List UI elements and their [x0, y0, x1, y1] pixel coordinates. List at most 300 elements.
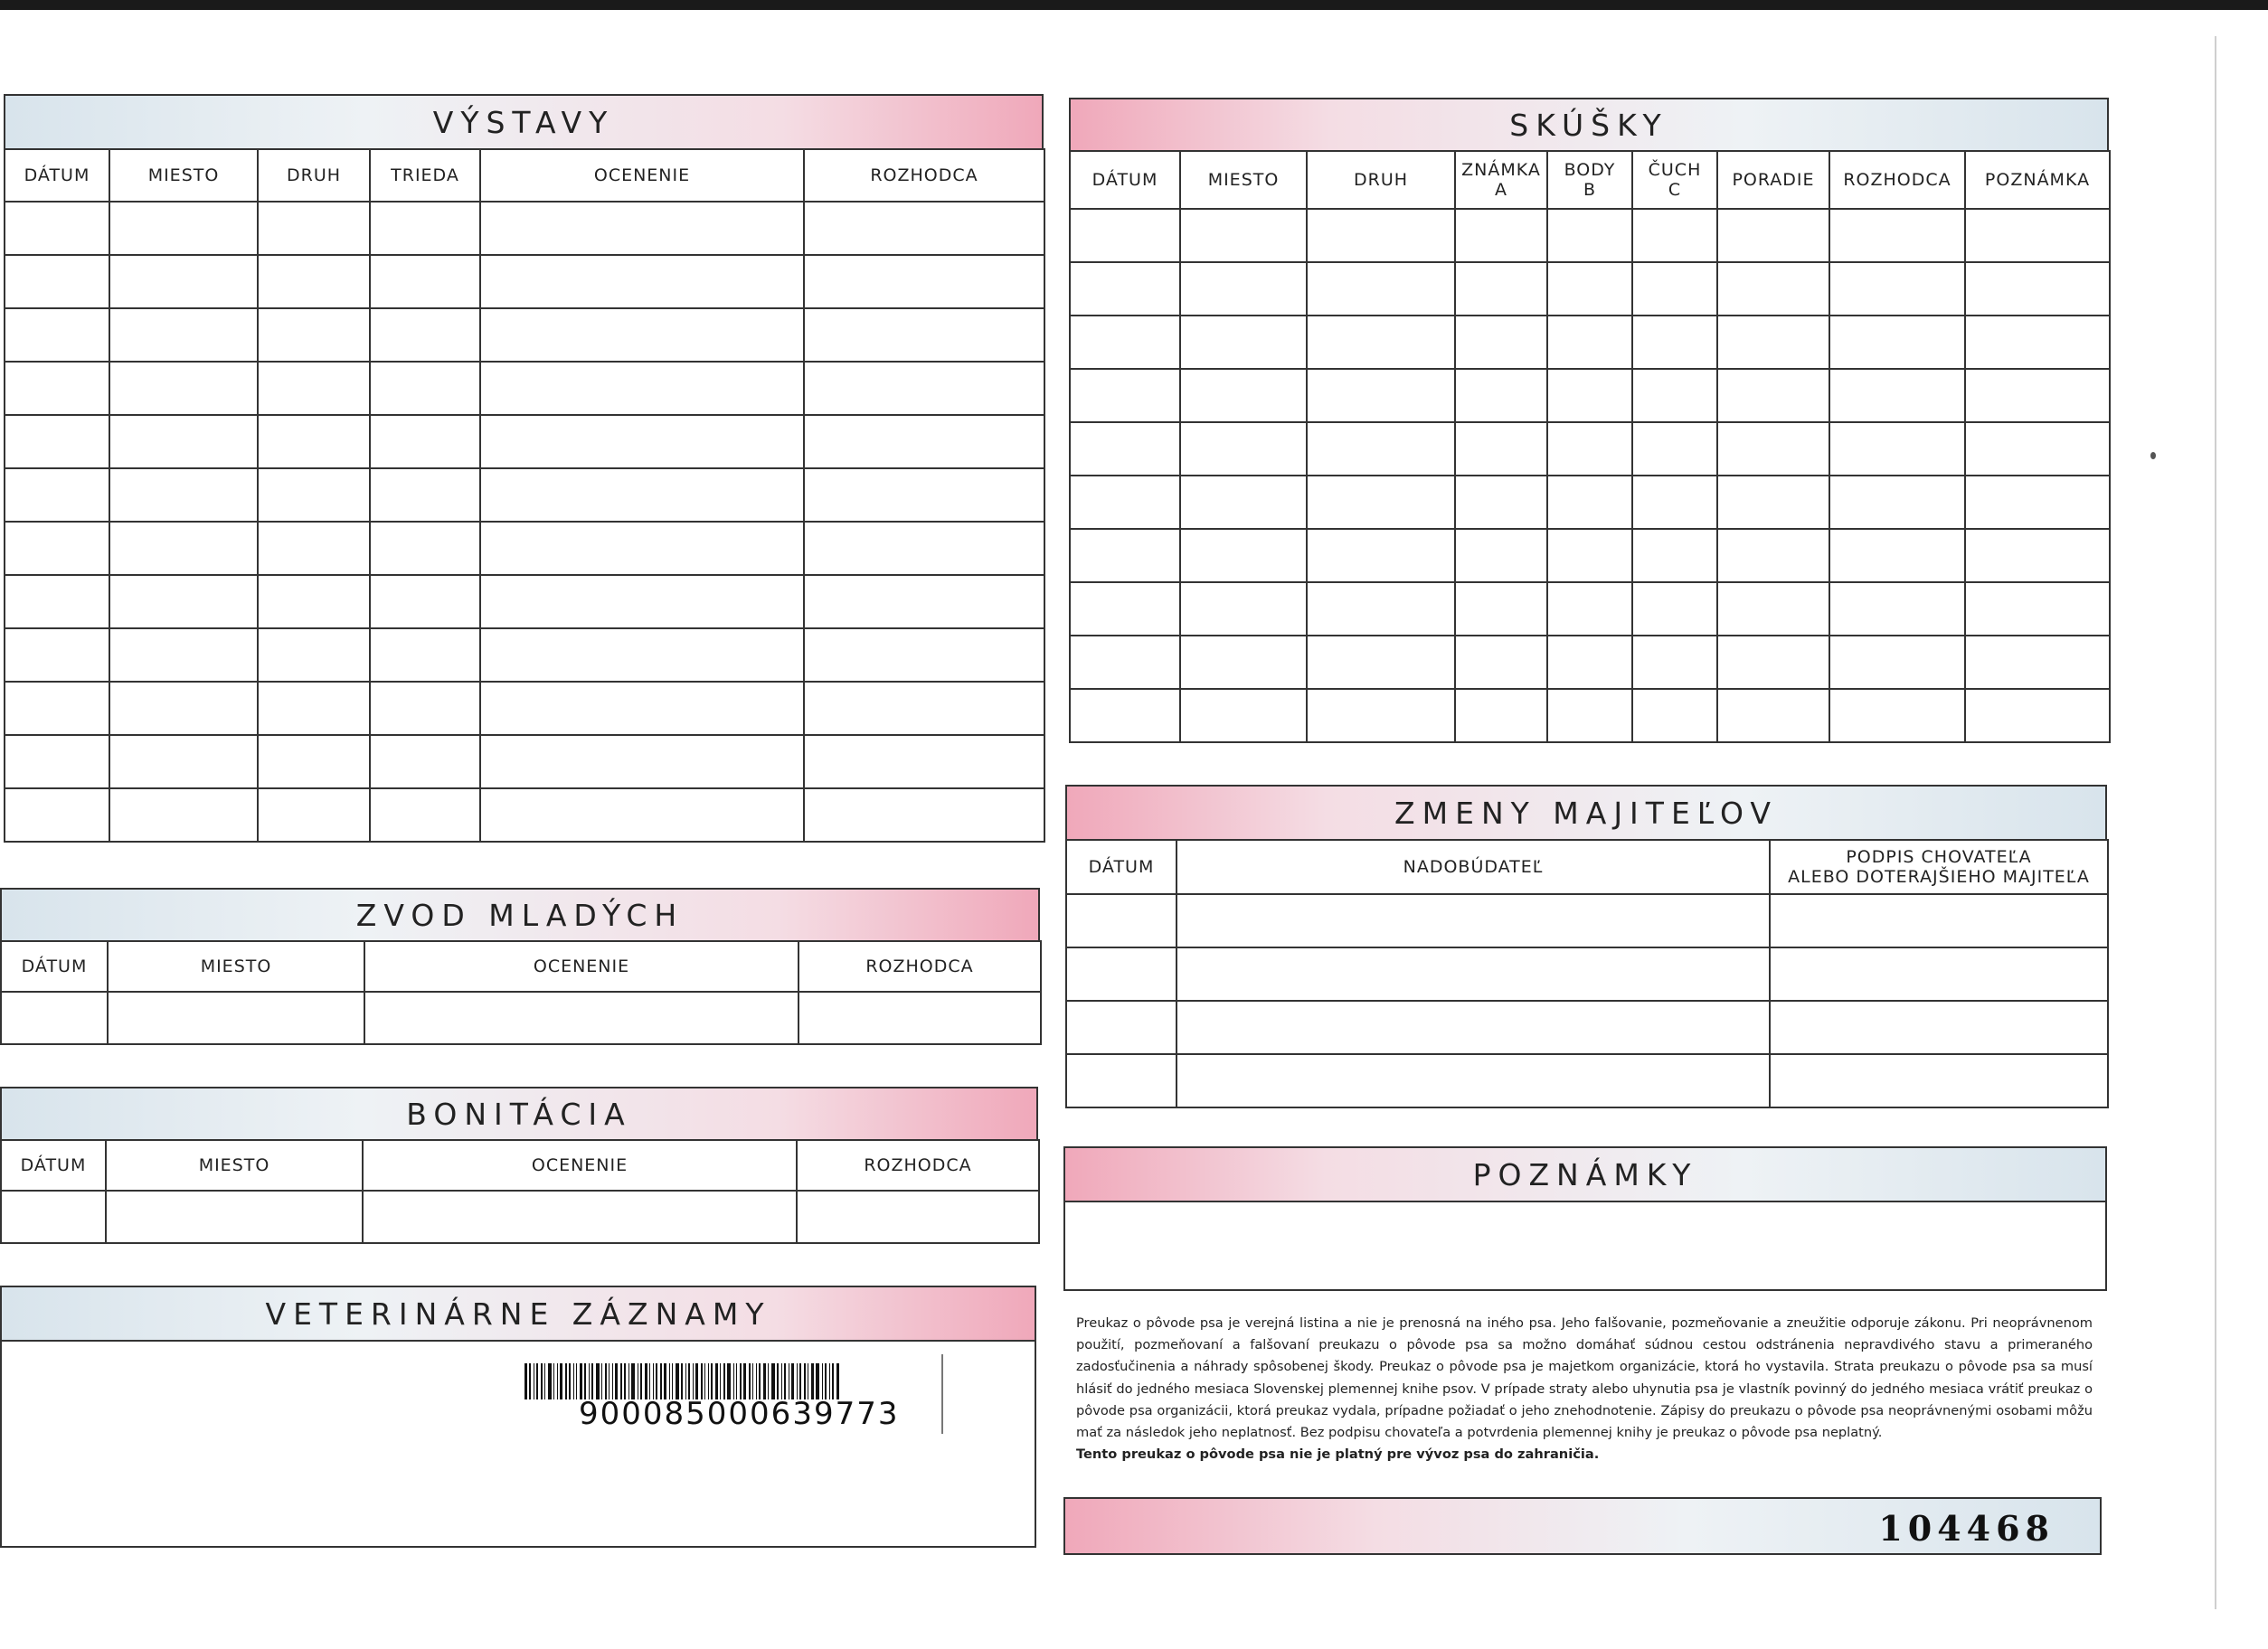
table-cell[interactable] — [109, 522, 258, 575]
col-miesto: MIESTO — [106, 1140, 363, 1191]
table-cell[interactable] — [1455, 422, 1547, 476]
barcode-bar — [529, 1363, 531, 1399]
table-cell[interactable] — [1307, 582, 1455, 636]
table-cell[interactable] — [480, 362, 804, 415]
barcode-bar — [576, 1363, 577, 1399]
barcode-bar — [656, 1363, 657, 1399]
table-cell[interactable] — [1829, 422, 1965, 476]
table-cell[interactable] — [1070, 582, 1180, 636]
col-miesto: MIESTO — [108, 941, 364, 992]
table-cell[interactable] — [1717, 422, 1829, 476]
barcode-bar — [645, 1363, 647, 1399]
veterinarne-title: VETERINÁRNE ZÁZNAMY — [0, 1286, 1036, 1342]
table-cell[interactable] — [1547, 316, 1632, 369]
barcode-bar — [727, 1363, 731, 1399]
table-cell[interactable] — [797, 1191, 1039, 1243]
table-cell[interactable] — [804, 415, 1044, 468]
table-cell[interactable] — [258, 575, 370, 628]
table-cell[interactable] — [258, 522, 370, 575]
table-cell[interactable] — [1180, 422, 1307, 476]
barcode-bar — [791, 1363, 794, 1399]
table-cell[interactable] — [1965, 316, 2110, 369]
col-rozhodca: ROZHODCA — [804, 149, 1044, 202]
table-cell[interactable] — [258, 682, 370, 735]
table-row — [5, 788, 1044, 842]
zvod-section — [0, 888, 1040, 1051]
table-row — [1066, 1054, 2108, 1107]
table-cell[interactable] — [1829, 529, 1965, 582]
bonitacia-header-row — [1, 1140, 1039, 1191]
table-cell[interactable] — [109, 468, 258, 522]
table-cell[interactable] — [109, 628, 258, 682]
table-cell[interactable] — [480, 628, 804, 682]
barcode-number: 900085000639773 — [579, 1396, 900, 1432]
table-row — [5, 575, 1044, 628]
table-cell[interactable] — [1965, 209, 2110, 262]
table-cell[interactable] — [1066, 894, 1177, 947]
barcode-bar — [688, 1363, 690, 1399]
col-podpis: PODPIS CHOVATEĽA ALEBO DOTERAJŠIEHO MAJITEĽA — [1770, 840, 2108, 894]
table-cell[interactable] — [804, 362, 1044, 415]
table-cell[interactable] — [5, 682, 109, 735]
table-cell[interactable] — [370, 468, 480, 522]
table-cell[interactable] — [370, 255, 480, 308]
barcode-bar — [565, 1363, 567, 1399]
zmeny-title: ZMENY MAJITEĽOV — [1065, 785, 2107, 841]
table-row — [1070, 316, 2110, 369]
table-cell[interactable] — [804, 308, 1044, 362]
barcode-bar — [605, 1363, 607, 1399]
table-cell[interactable] — [1829, 262, 1965, 316]
table-row — [5, 735, 1044, 788]
table-cell[interactable] — [1455, 316, 1547, 369]
zmeny-header-row — [1066, 840, 2108, 894]
table-cell[interactable] — [1829, 582, 1965, 636]
barcode-bar — [799, 1363, 801, 1399]
table-cell[interactable] — [1070, 209, 1180, 262]
table-cell[interactable] — [1180, 209, 1307, 262]
barcode-bar — [715, 1363, 718, 1399]
table-cell[interactable] — [1965, 422, 2110, 476]
col-ocenenie: OCENENIE — [363, 1140, 797, 1191]
zmeny-section — [1065, 785, 2107, 1110]
barcode-bar — [536, 1363, 538, 1399]
skusky-table — [1069, 150, 2111, 743]
table-cell[interactable] — [1717, 476, 1829, 529]
table-cell[interactable] — [370, 202, 480, 255]
table-cell[interactable] — [1070, 422, 1180, 476]
table-cell[interactable] — [1829, 209, 1965, 262]
table-cell[interactable] — [5, 202, 109, 255]
bonitacia-title: BONITÁCIA — [0, 1087, 1038, 1141]
table-cell[interactable] — [1455, 209, 1547, 262]
table-cell[interactable] — [1455, 369, 1547, 422]
barcode-bar — [591, 1363, 593, 1399]
col-druh: DRUH — [258, 149, 370, 202]
table-row — [5, 682, 1044, 735]
page-right-edge — [2215, 36, 2216, 1609]
table-cell[interactable] — [480, 735, 804, 788]
table-cell[interactable] — [109, 415, 258, 468]
barcode-bar — [553, 1363, 554, 1399]
barcode-bar — [601, 1363, 602, 1399]
table-cell[interactable] — [1307, 369, 1455, 422]
table-cell[interactable] — [1307, 209, 1455, 262]
table-cell[interactable] — [109, 682, 258, 735]
table-cell[interactable] — [1307, 422, 1455, 476]
table-row — [5, 202, 1044, 255]
serial-band — [1063, 1497, 2102, 1555]
table-cell[interactable] — [370, 788, 480, 842]
table-cell[interactable] — [480, 522, 804, 575]
table-cell[interactable] — [1632, 529, 1717, 582]
table-cell[interactable] — [1965, 262, 2110, 316]
col-trieda: TRIEDA — [370, 149, 480, 202]
table-cell[interactable] — [258, 628, 370, 682]
table-cell[interactable] — [1547, 369, 1632, 422]
table-cell[interactable] — [1180, 529, 1307, 582]
table-cell[interactable] — [1632, 209, 1717, 262]
table-cell[interactable] — [1770, 947, 2108, 1001]
table-row — [1066, 894, 2108, 947]
table-cell[interactable] — [804, 735, 1044, 788]
table-cell[interactable] — [109, 202, 258, 255]
table-row — [1, 1191, 1039, 1243]
table-cell[interactable] — [5, 628, 109, 682]
table-cell[interactable] — [1965, 636, 2110, 689]
table-cell[interactable] — [258, 415, 370, 468]
table-cell[interactable] — [1770, 1001, 2108, 1054]
table-cell[interactable] — [370, 682, 480, 735]
barcode-bar — [569, 1363, 571, 1399]
table-cell[interactable] — [5, 735, 109, 788]
barcode-bar — [695, 1363, 698, 1399]
barcode-bar — [615, 1363, 618, 1399]
table-cell[interactable] — [1177, 1054, 1770, 1107]
table-cell[interactable] — [480, 308, 804, 362]
table-cell[interactable] — [1829, 316, 1965, 369]
barcode-bar — [701, 1363, 703, 1399]
table-cell[interactable] — [1070, 476, 1180, 529]
table-cell[interactable] — [1632, 422, 1717, 476]
table-cell[interactable] — [1547, 422, 1632, 476]
table-cell[interactable] — [5, 362, 109, 415]
stamp-line — [941, 1354, 943, 1434]
table-cell[interactable] — [108, 992, 364, 1044]
table-cell[interactable] — [804, 575, 1044, 628]
vystavy-title: VÝSTAVY — [4, 94, 1044, 150]
barcode-bar — [620, 1363, 622, 1399]
table-cell[interactable] — [1965, 689, 2110, 742]
table-cell[interactable] — [1180, 476, 1307, 529]
table-cell[interactable] — [1717, 369, 1829, 422]
table-cell[interactable] — [1307, 636, 1455, 689]
col-poznamka: POZNÁMKA — [1965, 151, 2110, 209]
vystavy-header-row — [5, 149, 1044, 202]
barcode-bar — [711, 1363, 713, 1399]
barcode-bar — [548, 1363, 552, 1399]
table-cell[interactable] — [1770, 894, 2108, 947]
table-cell[interactable] — [1632, 689, 1717, 742]
table-row — [5, 522, 1044, 575]
table-cell[interactable] — [480, 255, 804, 308]
table-cell[interactable] — [1180, 262, 1307, 316]
barcode-bar — [664, 1363, 666, 1399]
barcode-bar — [768, 1363, 769, 1399]
barcode-bar — [653, 1363, 654, 1399]
table-cell[interactable] — [804, 628, 1044, 682]
table-cell[interactable] — [480, 468, 804, 522]
table-cell[interactable] — [1307, 689, 1455, 742]
poznamky-section — [1063, 1146, 2107, 1291]
table-cell[interactable] — [1717, 582, 1829, 636]
table-cell[interactable] — [5, 575, 109, 628]
barcode-bar — [781, 1363, 782, 1399]
table-cell[interactable] — [1547, 689, 1632, 742]
table-cell[interactable] — [109, 255, 258, 308]
barcode-bar — [777, 1363, 779, 1399]
barcode-bar — [660, 1363, 662, 1399]
table-cell[interactable] — [1547, 262, 1632, 316]
table-cell[interactable] — [1717, 209, 1829, 262]
barcode-bar — [596, 1363, 600, 1399]
table-cell[interactable] — [258, 788, 370, 842]
col-druh: DRUH — [1307, 151, 1455, 209]
barcode-bar — [752, 1363, 753, 1399]
barcode-bar — [771, 1363, 775, 1399]
table-cell[interactable] — [1070, 262, 1180, 316]
table-cell[interactable] — [1177, 894, 1770, 947]
table-cell[interactable] — [480, 575, 804, 628]
table-cell[interactable] — [1965, 529, 2110, 582]
table-cell[interactable] — [5, 522, 109, 575]
table-cell[interactable] — [1180, 316, 1307, 369]
table-cell[interactable] — [106, 1191, 363, 1243]
zvod-header-row — [1, 941, 1041, 992]
table-cell[interactable] — [1632, 316, 1717, 369]
table-cell[interactable] — [5, 788, 109, 842]
table-cell[interactable] — [1066, 1001, 1177, 1054]
table-cell[interactable] — [109, 735, 258, 788]
barcode-bar — [836, 1363, 839, 1399]
table-cell[interactable] — [1547, 582, 1632, 636]
table-cell[interactable] — [799, 992, 1041, 1044]
barcode-bar — [804, 1363, 806, 1399]
table-cell[interactable] — [1070, 316, 1180, 369]
col-datum: DÁTUM — [1070, 151, 1180, 209]
barcode — [524, 1363, 908, 1399]
table-cell[interactable] — [109, 308, 258, 362]
table-cell[interactable] — [258, 362, 370, 415]
table-cell[interactable] — [363, 1191, 797, 1243]
barcode-bar — [825, 1363, 827, 1399]
table-cell[interactable] — [370, 362, 480, 415]
table-cell[interactable] — [1307, 262, 1455, 316]
barcode-bar — [631, 1363, 635, 1399]
table-cell[interactable] — [1965, 369, 2110, 422]
poznamky-title: POZNÁMKY — [1063, 1146, 2107, 1202]
table-cell[interactable] — [1455, 636, 1547, 689]
col-rozhodca: ROZHODCA — [799, 941, 1041, 992]
legal-notice — [1076, 1313, 2093, 1465]
barcode-bar — [612, 1363, 613, 1399]
skusky-section — [1069, 98, 2109, 747]
barcode-bar — [743, 1363, 746, 1399]
table-cell[interactable] — [1, 1191, 106, 1243]
table-cell[interactable] — [1829, 689, 1965, 742]
table-cell[interactable] — [480, 788, 804, 842]
table-cell[interactable] — [1547, 529, 1632, 582]
skusky-title: SKÚŠKY — [1069, 98, 2109, 152]
table-cell[interactable] — [1547, 476, 1632, 529]
barcode-bar — [649, 1363, 650, 1399]
table-cell[interactable] — [1632, 582, 1717, 636]
table-cell[interactable] — [370, 308, 480, 362]
table-row — [1070, 476, 2110, 529]
table-cell[interactable] — [1307, 476, 1455, 529]
barcode-bar — [832, 1363, 834, 1399]
table-cell[interactable] — [5, 468, 109, 522]
table-cell[interactable] — [1770, 1054, 2108, 1107]
table-cell[interactable] — [258, 255, 370, 308]
table-cell[interactable] — [258, 202, 370, 255]
barcode-bar — [672, 1363, 673, 1399]
table-cell[interactable] — [1, 992, 108, 1044]
table-cell[interactable] — [258, 308, 370, 362]
barcode-bar — [763, 1363, 766, 1399]
table-cell[interactable] — [1066, 1054, 1177, 1107]
table-cell[interactable] — [804, 682, 1044, 735]
barcode-bar — [560, 1363, 562, 1399]
table-cell[interactable] — [804, 788, 1044, 842]
col-datum: DÁTUM — [1, 1140, 106, 1191]
table-cell[interactable] — [804, 255, 1044, 308]
barcode-bar — [708, 1363, 709, 1399]
table-cell[interactable] — [480, 682, 804, 735]
table-cell[interactable] — [5, 308, 109, 362]
barcode-bar — [756, 1363, 757, 1399]
table-cell[interactable] — [1632, 476, 1717, 529]
table-cell[interactable] — [1632, 262, 1717, 316]
table-cell[interactable] — [109, 788, 258, 842]
table-cell[interactable] — [1307, 529, 1455, 582]
barcode-bar — [816, 1363, 819, 1399]
table-cell[interactable] — [1965, 476, 2110, 529]
table-cell[interactable] — [480, 415, 804, 468]
barcode-bar — [524, 1363, 527, 1399]
serial-number: 104468 — [1878, 1508, 2055, 1549]
table-row — [1066, 1001, 2108, 1054]
table-cell[interactable] — [1717, 262, 1829, 316]
table-row — [5, 308, 1044, 362]
col-rozhodca: ROZHODCA — [1829, 151, 1965, 209]
barcode-bar — [669, 1363, 670, 1399]
barcode-bar — [811, 1363, 814, 1399]
table-cell[interactable] — [1829, 636, 1965, 689]
table-row — [1070, 689, 2110, 742]
table-cell[interactable] — [1177, 1001, 1770, 1054]
vystavy-section — [4, 94, 1044, 848]
table-cell[interactable] — [1547, 209, 1632, 262]
table-cell[interactable] — [1717, 529, 1829, 582]
skusky-header-row — [1070, 151, 2110, 209]
col-znamka: ZNÁMKA A — [1455, 151, 1547, 209]
table-cell[interactable] — [1632, 369, 1717, 422]
table-cell[interactable] — [804, 522, 1044, 575]
table-cell[interactable] — [109, 362, 258, 415]
table-cell[interactable] — [804, 202, 1044, 255]
scan-top-edge — [0, 0, 2268, 10]
col-datum: DÁTUM — [5, 149, 109, 202]
table-cell[interactable] — [364, 992, 799, 1044]
bonitacia-section — [0, 1087, 1038, 1249]
barcode-bar — [573, 1363, 574, 1399]
table-cell[interactable] — [1455, 582, 1547, 636]
table-cell[interactable] — [1717, 689, 1829, 742]
table-cell[interactable] — [1717, 636, 1829, 689]
barcode-bar — [541, 1363, 543, 1399]
table-cell[interactable] — [1547, 636, 1632, 689]
table-cell[interactable] — [1180, 582, 1307, 636]
table-cell[interactable] — [1066, 947, 1177, 1001]
table-cell[interactable] — [1829, 476, 1965, 529]
table-cell[interactable] — [1180, 636, 1307, 689]
table-cell[interactable] — [5, 255, 109, 308]
table-cell[interactable] — [370, 522, 480, 575]
table-row — [5, 468, 1044, 522]
table-cell[interactable] — [1632, 636, 1717, 689]
table-row — [1070, 209, 2110, 262]
barcode-bar — [580, 1363, 582, 1399]
table-cell[interactable] — [258, 468, 370, 522]
table-cell[interactable] — [1455, 476, 1547, 529]
table-cell[interactable] — [1829, 369, 1965, 422]
table-cell[interactable] — [5, 415, 109, 468]
barcode-bar — [557, 1363, 558, 1399]
table-cell[interactable] — [1455, 262, 1547, 316]
barcode-bar — [749, 1363, 751, 1399]
zmeny-table — [1065, 839, 2109, 1108]
table-cell[interactable] — [370, 575, 480, 628]
zvod-table — [0, 940, 1042, 1045]
table-cell[interactable] — [1180, 689, 1307, 742]
table-cell[interactable] — [480, 202, 804, 255]
table-cell[interactable] — [1070, 689, 1180, 742]
table-cell[interactable] — [370, 628, 480, 682]
table-row — [1070, 369, 2110, 422]
barcode-bar — [589, 1363, 590, 1399]
table-cell[interactable] — [1180, 369, 1307, 422]
legal-notice-text: Preukaz o pôvode psa je verejná listina a nie je prenosná na iného psa. Jeho falšovanie, pozmeňovanie a zneužitie odporuje zákonu. Pri neoprávnenom použití, pozmeňovaní a falšovaní preukazu o pôvode psa sa možno domáhať súdnou cestou odstránenia nepravdivého stavu a primeraného zadosťučinenia a náhrady spôsobenej škody. Preukaz o pôvode psa je majetkom organizácie, ktorá ho vystavila. Strata preukazu o pôvode psa sa musí hlásiť do jedného mesiaca Slovenskej plemennej knihe psov. V prípade straty alebo uhynutia psa je vlastník povinný do jedného mesiaca vrátiť preukaz o pôvode psa organizácii, ktorá preukaz vydala, prípadne požiadať o jeho znehodnotenie. Zápisy do preukazu o pôvode psa neoprávnenými osobami môžu mať za následok jeho neplatnosť. Bez podpisu chovateľa a potvrdenia plemennej knihy je preukaz o pôvode psa neplatný. — [1076, 1315, 2093, 1441]
table-cell[interactable] — [1070, 636, 1180, 689]
scan-speck — [2150, 452, 2156, 459]
table-cell[interactable] — [1717, 316, 1829, 369]
table-cell[interactable] — [258, 735, 370, 788]
barcode-bar — [720, 1363, 721, 1399]
table-cell[interactable] — [1965, 582, 2110, 636]
table-cell[interactable] — [370, 415, 480, 468]
table-cell[interactable] — [1070, 369, 1180, 422]
table-cell[interactable] — [109, 575, 258, 628]
table-cell[interactable] — [370, 735, 480, 788]
table-cell[interactable] — [804, 468, 1044, 522]
table-row — [1070, 262, 2110, 316]
table-cell[interactable] — [1307, 316, 1455, 369]
table-cell[interactable] — [1455, 529, 1547, 582]
table-cell[interactable] — [1455, 689, 1547, 742]
table-cell[interactable] — [1070, 529, 1180, 582]
table-cell[interactable] — [1177, 947, 1770, 1001]
